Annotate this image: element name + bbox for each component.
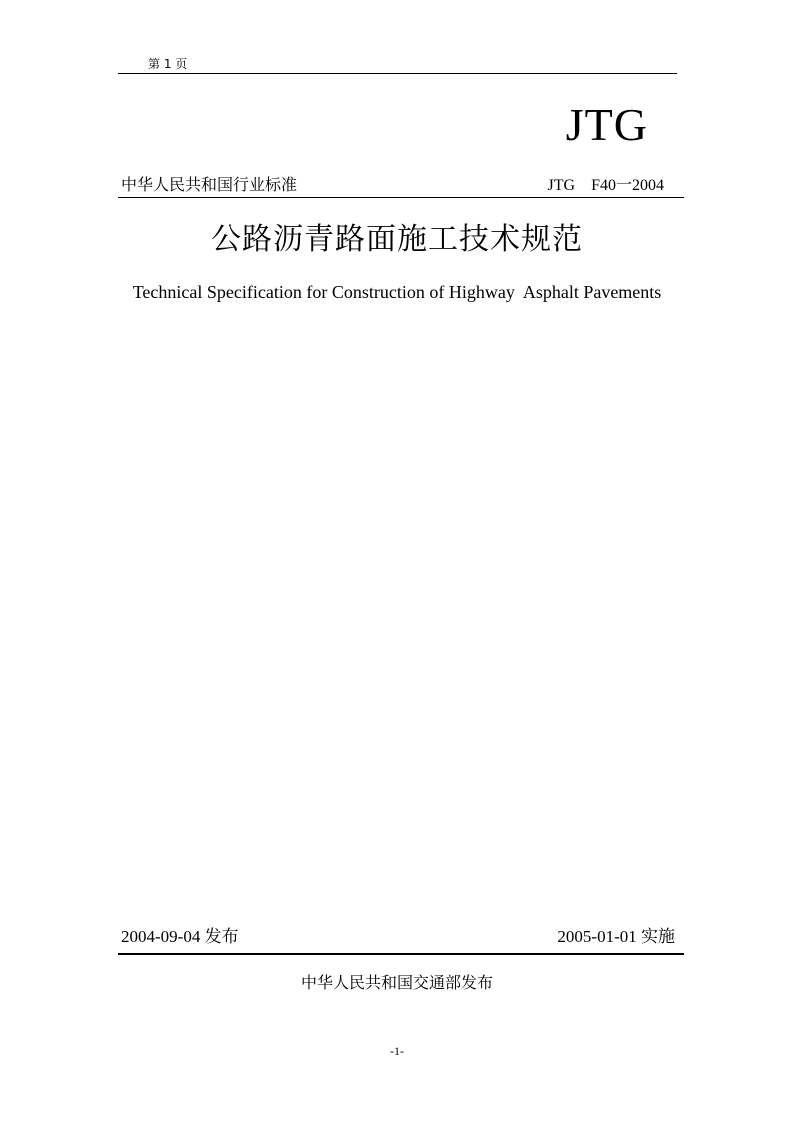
document-title-en: Technical Specification for Construction of Highway Asphalt Pavements (132, 282, 662, 302)
footer-divider (118, 953, 684, 955)
document-title-cn: 公路沥青路面施工技术规范 (211, 222, 583, 257)
title-divider (118, 197, 684, 198)
publisher: 中华人民共和国交通部发布 (300, 973, 493, 992)
standard-code: JTG F40一2004 (547, 177, 664, 194)
effective-date: 2005-01-01 实施 (557, 927, 675, 946)
page-number: -1- (390, 1044, 404, 1058)
industry-standard-label: 中华人民共和国行业标准 (121, 175, 298, 194)
header-divider (118, 73, 677, 74)
header-page-label: 第 1 页 (148, 57, 188, 71)
issue-date: 2004-09-04 发布 (121, 927, 239, 946)
brand-mark: JTG (565, 99, 648, 150)
